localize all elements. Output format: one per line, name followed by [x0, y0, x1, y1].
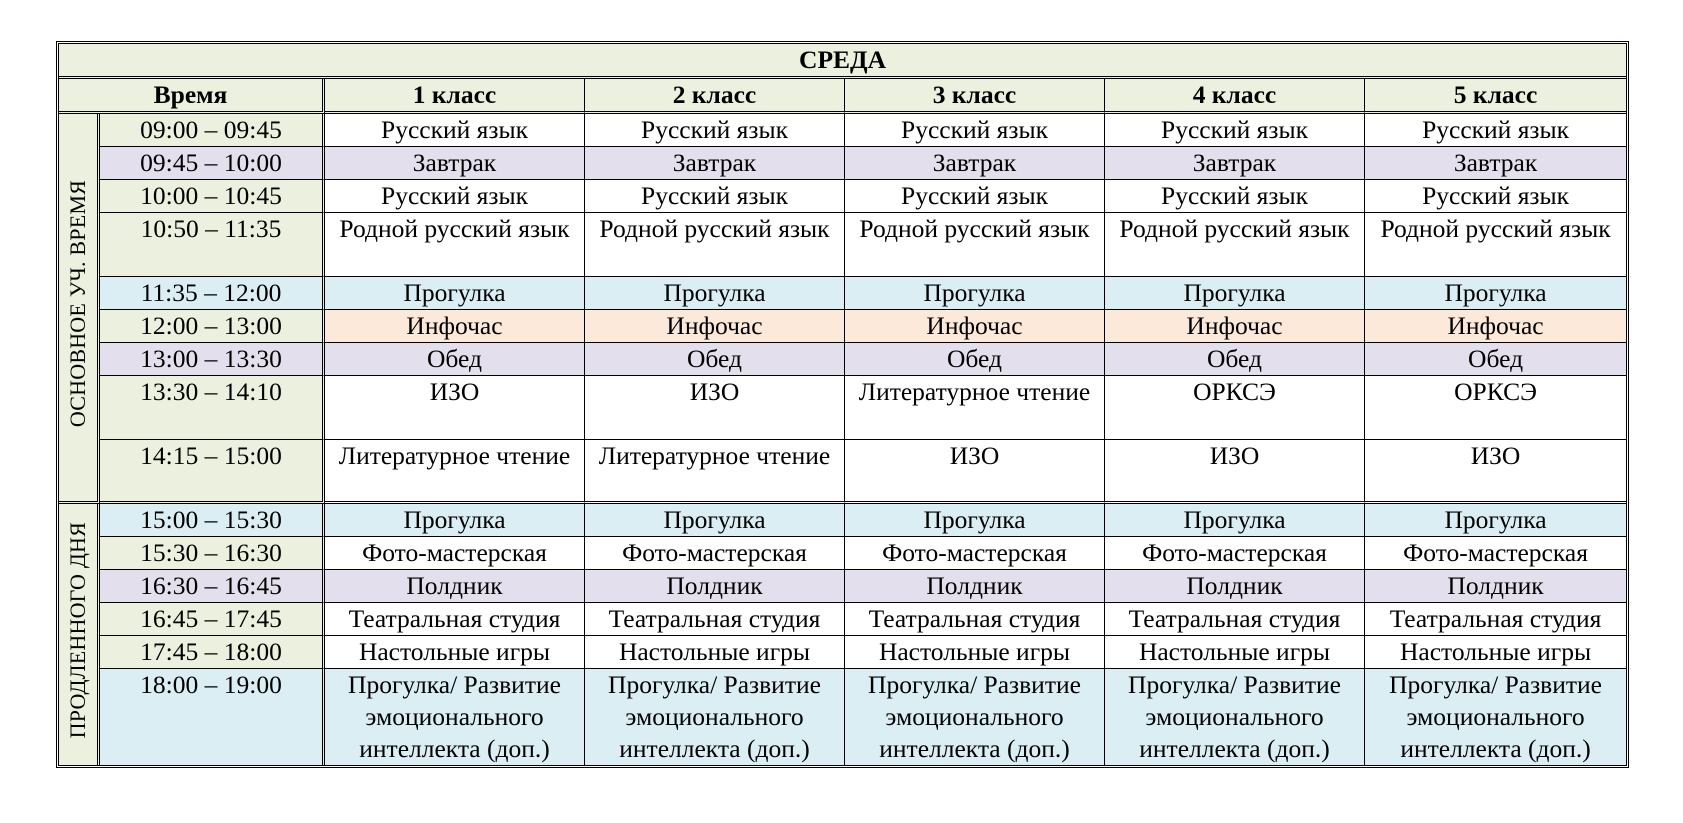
activity-cell: Театральная студия — [845, 603, 1105, 636]
time-cell: 10:00 – 10:45 — [100, 180, 325, 213]
meal-cell: Обед — [585, 343, 845, 376]
table-row — [59, 147, 1626, 180]
activity-cell: Фото-мастерская — [845, 537, 1105, 570]
activity-cell: Театральная студия — [1105, 603, 1365, 636]
walk-cell: Прогулка — [1105, 277, 1365, 310]
time-cell: 13:30 – 14:10 — [100, 376, 325, 440]
meal-cell: Полдник — [845, 570, 1105, 603]
title-row — [59, 44, 1626, 79]
lesson-cell: ИЗО — [1365, 440, 1626, 504]
schedule-container — [56, 41, 1629, 768]
activity-cell: Настольные игры — [325, 636, 585, 669]
time-cell: 11:35 – 12:00 — [100, 277, 325, 310]
walk-cell: Прогулка — [585, 277, 845, 310]
walk-cell: Прогулка — [585, 504, 845, 537]
lesson-cell: Русский язык — [1365, 114, 1626, 147]
infohour-cell: Инфочас — [845, 310, 1105, 343]
lesson-cell: Русский язык — [1365, 180, 1626, 213]
lesson-cell: Родной русский язык — [1365, 213, 1626, 277]
class-header-2: 2 класс — [585, 79, 845, 114]
walk-cell: Прогулка/ Развитие эмоционального интеллекта (доп.) — [325, 669, 585, 765]
walk-cell: Прогулка — [1105, 504, 1365, 537]
table-row — [59, 440, 1626, 504]
time-cell: 15:00 – 15:30 — [100, 504, 325, 537]
time-cell: 15:30 – 16:30 — [100, 537, 325, 570]
walk-cell: Прогулка — [325, 277, 585, 310]
class-header-4: 4 класс — [1105, 79, 1365, 114]
time-cell: 10:50 – 11:35 — [100, 213, 325, 277]
time-cell: 16:30 – 16:45 — [100, 570, 325, 603]
section-label-main-text: ОСНОВНОЕ УЧ. ВРЕМЯ — [65, 179, 90, 428]
lesson-cell: ИЗО — [585, 376, 845, 440]
meal-cell: Полдник — [1105, 570, 1365, 603]
table-row — [59, 504, 1626, 537]
table-row — [59, 180, 1626, 213]
meal-cell: Завтрак — [845, 147, 1105, 180]
activity-cell: Фото-мастерская — [1365, 537, 1626, 570]
activity-cell: Театральная студия — [585, 603, 845, 636]
day-title: СРЕДА — [59, 44, 1626, 79]
meal-cell: Обед — [1365, 343, 1626, 376]
time-cell: 14:15 – 15:00 — [100, 440, 325, 504]
infohour-cell: Инфочас — [325, 310, 585, 343]
meal-cell: Полдник — [325, 570, 585, 603]
meal-cell: Обед — [1105, 343, 1365, 376]
infohour-cell: Инфочас — [585, 310, 845, 343]
lesson-cell: ИЗО — [845, 440, 1105, 504]
lesson-cell: Родной русский язык — [1105, 213, 1365, 277]
meal-cell: Полдник — [1365, 570, 1626, 603]
walk-cell: Прогулка — [1365, 277, 1626, 310]
walk-cell: Прогулка/ Развитие эмоционального интеллекта (доп.) — [1365, 669, 1626, 765]
lesson-cell: Русский язык — [845, 114, 1105, 147]
activity-cell: Настольные игры — [585, 636, 845, 669]
meal-cell: Завтрак — [585, 147, 845, 180]
lesson-cell: Русский язык — [325, 114, 585, 147]
table-row — [59, 603, 1626, 636]
activity-cell: Настольные игры — [1365, 636, 1626, 669]
time-cell: 09:00 – 09:45 — [100, 114, 325, 147]
lesson-cell: Литературное чтение — [585, 440, 845, 504]
activity-cell: Фото-мастерская — [1105, 537, 1365, 570]
lesson-cell: Литературное чтение — [325, 440, 585, 504]
meal-cell: Завтрак — [1365, 147, 1626, 180]
class-header-3: 3 класс — [845, 79, 1105, 114]
time-cell: 16:45 – 17:45 — [100, 603, 325, 636]
lesson-cell: ОРКСЭ — [1105, 376, 1365, 440]
activity-cell: Театральная студия — [325, 603, 585, 636]
table-row — [59, 376, 1626, 440]
walk-cell: Прогулка — [845, 504, 1105, 537]
table-row — [59, 343, 1626, 376]
section-label-extended-text: ПРОДЛЕННОГО ДНЯ — [65, 522, 90, 739]
table-row — [59, 669, 1626, 765]
meal-cell: Обед — [845, 343, 1105, 376]
schedule-table — [56, 41, 1629, 768]
lesson-cell: ОРКСЭ — [1365, 376, 1626, 440]
lesson-cell: Русский язык — [325, 180, 585, 213]
walk-cell: Прогулка/ Развитие эмоционального интеллекта (доп.) — [845, 669, 1105, 765]
time-cell: 12:00 – 13:00 — [100, 310, 325, 343]
table-row — [59, 310, 1626, 343]
lesson-cell: Родной русский язык — [325, 213, 585, 277]
table-row — [59, 570, 1626, 603]
lesson-cell: Родной русский язык — [845, 213, 1105, 277]
walk-cell: Прогулка — [325, 504, 585, 537]
meal-cell: Обед — [325, 343, 585, 376]
table-row — [59, 636, 1626, 669]
lesson-cell: Родной русский язык — [585, 213, 845, 277]
walk-cell: Прогулка — [845, 277, 1105, 310]
lesson-cell: Русский язык — [585, 114, 845, 147]
infohour-cell: Инфочас — [1365, 310, 1626, 343]
section-label-extended — [59, 504, 100, 765]
class-header-5: 5 класс — [1365, 79, 1626, 114]
class-header-1: 1 класс — [325, 79, 585, 114]
time-cell: 13:00 – 13:30 — [100, 343, 325, 376]
activity-cell: Фото-мастерская — [325, 537, 585, 570]
table-row — [59, 213, 1626, 277]
activity-cell: Настольные игры — [1105, 636, 1365, 669]
infohour-cell: Инфочас — [1105, 310, 1365, 343]
walk-cell: Прогулка/ Развитие эмоционального интеллекта (доп.) — [585, 669, 845, 765]
activity-cell: Настольные игры — [845, 636, 1105, 669]
lesson-cell: ИЗО — [325, 376, 585, 440]
header-row — [59, 79, 1626, 114]
activity-cell: Театральная студия — [1365, 603, 1626, 636]
lesson-cell: Русский язык — [1105, 114, 1365, 147]
lesson-cell: Русский язык — [585, 180, 845, 213]
lesson-cell: Русский язык — [1105, 180, 1365, 213]
lesson-cell: Русский язык — [845, 180, 1105, 213]
time-cell: 09:45 – 10:00 — [100, 147, 325, 180]
meal-cell: Полдник — [585, 570, 845, 603]
lesson-cell: ИЗО — [1105, 440, 1365, 504]
meal-cell: Завтрак — [325, 147, 585, 180]
table-row — [59, 277, 1626, 310]
walk-cell: Прогулка — [1365, 504, 1626, 537]
meal-cell: Завтрак — [1105, 147, 1365, 180]
time-column-header: Время — [59, 79, 325, 114]
time-cell: 18:00 – 19:00 — [100, 669, 325, 765]
time-cell: 17:45 – 18:00 — [100, 636, 325, 669]
table-row — [59, 537, 1626, 570]
walk-cell: Прогулка/ Развитие эмоционального интеллекта (доп.) — [1105, 669, 1365, 765]
activity-cell: Фото-мастерская — [585, 537, 845, 570]
table-row — [59, 114, 1626, 147]
section-label-main — [59, 114, 100, 504]
lesson-cell: Литературное чтение — [845, 376, 1105, 440]
